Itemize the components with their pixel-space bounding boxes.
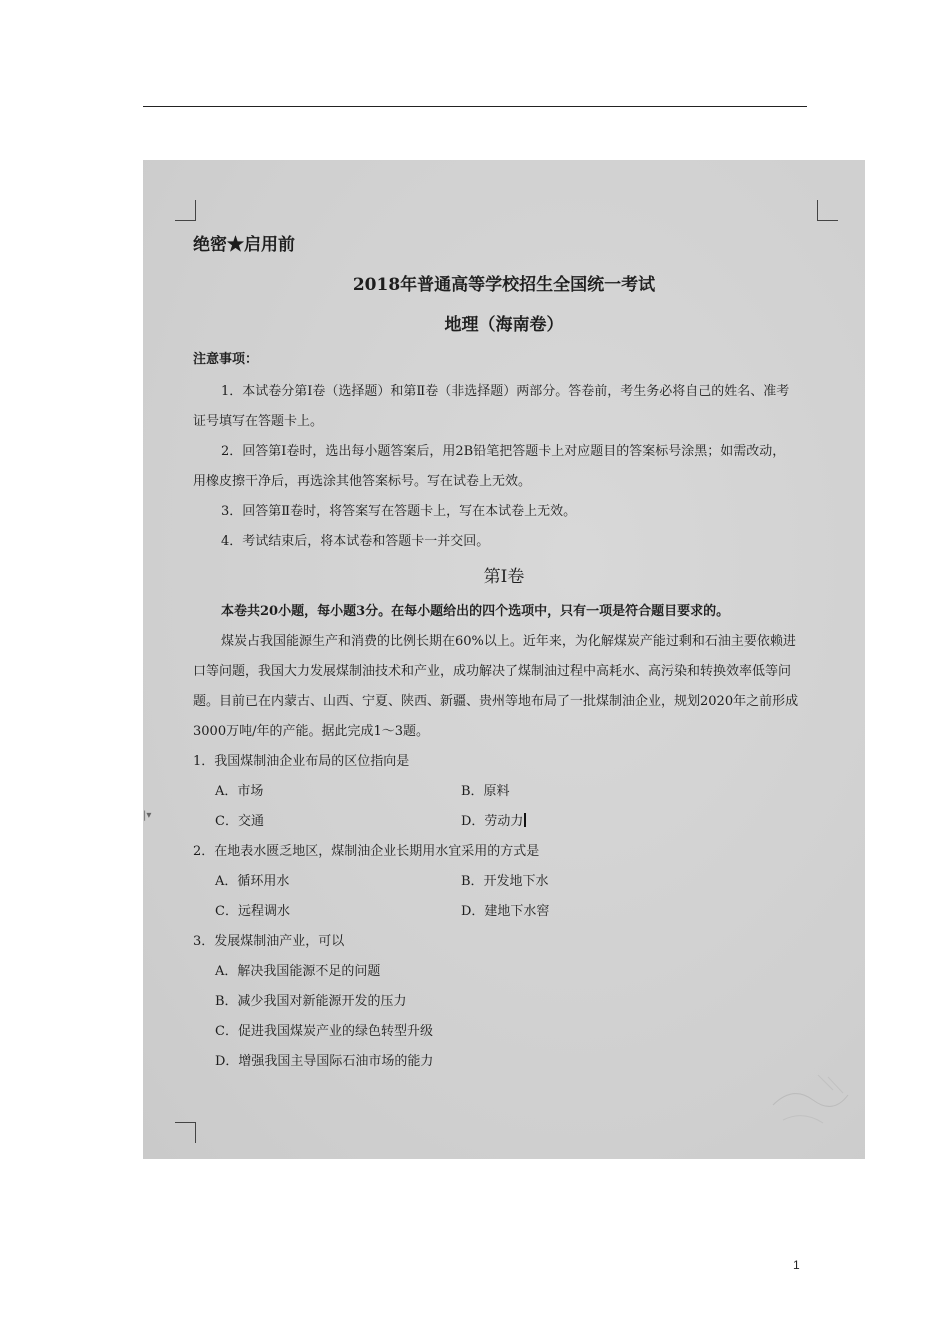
- section-instruction: 本卷共20小题，每小题3分。在每小题给出的四个选项中，只有一项是符合题目要求的。: [221, 604, 730, 619]
- option-b: B．开发地下水: [461, 874, 549, 889]
- option-c: C．远程调水: [215, 904, 290, 919]
- scan-smudge: [763, 1065, 853, 1135]
- passage-line: 3000万吨/年的产能。据此完成1～3题。: [193, 724, 430, 739]
- crop-mark-top-left: [175, 200, 196, 221]
- question-stem: 2．在地表水匮乏地区，煤制油企业长期用水宜采用的方式是: [193, 844, 540, 859]
- question-stem: 1．我国煤制油企业布局的区位指向是: [193, 754, 410, 769]
- section-title: 第Ⅰ卷: [483, 567, 525, 587]
- option-d: D．增强我国主导国际石油市场的能力: [215, 1054, 434, 1069]
- option-a: A．循环用水: [215, 874, 290, 889]
- option-c: C．促进我国煤炭产业的绿色转型升级: [215, 1024, 433, 1039]
- passage-line: 题。目前已在内蒙古、山西、宁夏、陕西、新疆、贵州等地布局了一批煤制油企业，规划2020年之前形成: [193, 694, 799, 709]
- option-c: C．交通: [215, 814, 264, 829]
- confidential-label: 绝密★启用前: [193, 235, 295, 255]
- margin-marker-icon: |▾: [143, 810, 152, 821]
- passage-line: 煤炭占我国能源生产和消费的比例长期在60%以上。近年来，为化解煤炭产能过剩和石油主要依赖进: [221, 634, 796, 649]
- text-cursor-icon: [524, 813, 526, 827]
- option-b: B．原料: [461, 784, 510, 799]
- notice-line: 证号填写在答题卡上。: [193, 414, 324, 429]
- exam-title: 2018年普通高等学校招生全国统一考试: [352, 275, 656, 295]
- page-number: 1: [793, 1258, 800, 1272]
- notice-line: 用橡皮擦干净后，再选涂其他答案标号。写在试卷上无效。: [193, 474, 532, 489]
- question-stem: 3．发展煤制油产业，可以: [193, 934, 345, 949]
- option-a: A．解决我国能源不足的问题: [215, 964, 381, 979]
- notice-line: 1．本试卷分第Ⅰ卷（选择题）和第Ⅱ卷（非选择题）两部分。答卷前，考生务必将自己的姓名、准考: [221, 384, 790, 399]
- notice-line: 4．考试结束后，将本试卷和答题卡一并交回。: [221, 534, 490, 549]
- notice-heading: 注意事项：: [193, 352, 259, 367]
- scanned-page: [143, 160, 865, 1159]
- crop-mark-top-right: [817, 200, 838, 221]
- option-d-row: [461, 810, 526, 829]
- crop-mark-bottom-left: [175, 1122, 196, 1143]
- option-a: A．市场: [215, 784, 264, 799]
- option-d: D．劳动力: [461, 814, 524, 829]
- notice-line: 2．回答第Ⅰ卷时，选出每小题答案后，用2B铅笔把答题卡上对应题目的答案标号涂黑；如需改动，: [221, 444, 786, 459]
- exam-subtitle: 地理（海南卷）: [444, 315, 564, 335]
- passage-line: 口等问题，我国大力发展煤制油技术和产业，成功解决了煤制油过程中高耗水、高污染和转换效率低等问: [193, 664, 792, 679]
- notice-line: 3．回答第Ⅱ卷时，将答案写在答题卡上，写在本试卷上无效。: [221, 504, 577, 519]
- option-b: B．减少我国对新能源开发的压力: [215, 994, 407, 1009]
- option-d: D．建地下水窖: [461, 904, 550, 919]
- header-rule: [143, 106, 807, 107]
